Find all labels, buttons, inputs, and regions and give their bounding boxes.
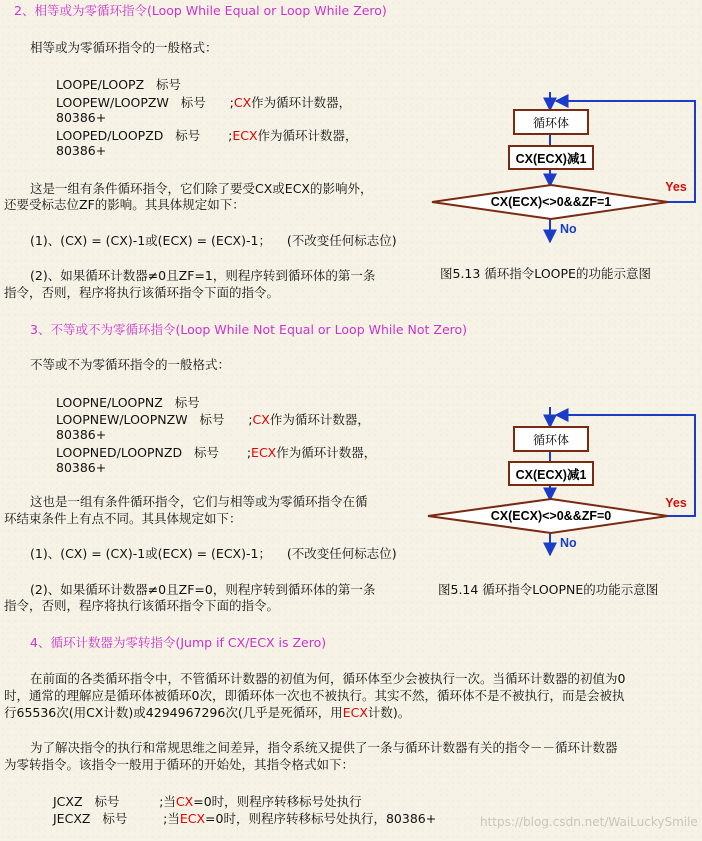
code-line: 80386+ — [56, 143, 107, 158]
section-4-heading: 4、循环计数器为零转指令(Jump if CX/ECX is Zero) — [30, 635, 327, 650]
no-label: No — [560, 536, 577, 550]
section-3-intro: 不等或不为零循环指令的一般格式： — [30, 357, 231, 372]
decrement-label: CX(ECX)减1 — [515, 468, 587, 482]
decrement-label: CX(ECX)减1 — [515, 152, 587, 166]
loop-body-label: 循环体 — [532, 116, 570, 130]
code-line: LOOPED/LOOPZD 标号 ;ECX作为循环计数器， — [56, 128, 358, 143]
code-line: 80386+ — [56, 110, 107, 125]
section-2-desc-line2: 还要受标志位ZF的影响。其具体规定如下： — [4, 197, 245, 212]
condition-label: CX(ECX)<>0&&ZF=1 — [490, 195, 612, 209]
code-line: LOOPNEW/LOOPNZW 标号 ;CX作为循环计数器， — [56, 412, 370, 427]
loopne-flow-diagram — [420, 405, 702, 565]
yes-label: Yes — [665, 496, 687, 510]
section-2-rule1: (1)、(CX) = (CX)-1或(ECX) = (ECX)-1； (不改变任何标志位) — [30, 233, 397, 248]
section-4-para1-line2: 时，通常的理解应是循环体被循环0次，即循环体一次也不被执行。其实不然，循环体不是不被执行，而是会被执 — [4, 688, 625, 703]
section-3-desc-line1: 这也是一组有条件循环指令，它们与相等或为零循环指令在循 — [30, 494, 368, 509]
loope-flow-diagram — [420, 90, 702, 250]
code-line: 80386+ — [56, 427, 107, 442]
section-2-intro: 相等或为零循环指令的一般格式： — [30, 40, 218, 55]
code-line: LOOPEW/LOOPZW 标号 ;CX作为循环计数器， — [56, 95, 352, 110]
section-3-rule2-line2: 指令，否则，程序将执行该循环指令下面的指令。 — [4, 598, 280, 613]
code-line: 80386+ — [56, 460, 107, 475]
figure-5-13-caption: 图5.13 循环指令LOOPE的功能示意图 — [440, 266, 651, 281]
code-line: LOOPNE/LOOPNZ 标号 — [56, 395, 200, 410]
loop-body-label: 循环体 — [532, 433, 570, 447]
section-2-desc-line1: 这是一组有条件循环指令，它们除了要受CX或ECX的影响外， — [30, 181, 373, 196]
section-4-para1-line1: 在前面的各类循环指令中，不管循环计数器的初值为何，循环体至少会被执行一次。当循环计数器的初值为0 — [30, 671, 626, 686]
section-3-rule2-line1: (2)、如果循环计数器≠0且ZF=0，则程序转到循环体的第一条 — [30, 582, 376, 597]
code-line: LOOPE/LOOPZ 标号 — [56, 77, 182, 92]
jecxz-code-line: JECXZ 标号 ;当ECX=0时，则程序转移标号处执行，80386+ — [53, 811, 437, 826]
code-line: LOOPNED/LOOPNZD 标号 ;ECX作为循环计数器， — [56, 445, 377, 460]
section-4-para1-line3: 行65536次(用CX计数)或4294967296次(几乎是死循环，用ECX计数)。 — [4, 705, 411, 720]
section-2-rule2-line1: (2)、如果循环计数器≠0且ZF=1，则程序转到循环体的第一条 — [30, 268, 376, 283]
no-label: No — [560, 222, 577, 236]
yes-label: Yes — [665, 180, 687, 194]
section-3-rule1: (1)、(CX) = (CX)-1或(ECX) = (ECX)-1； (不改变任何标志位) — [30, 546, 397, 561]
figure-5-14-caption: 图5.14 循环指令LOOPNE的功能示意图 — [438, 582, 659, 597]
section-4-para2-line2: 为零转指令。该指令一般用于循环的开始处，其指令格式如下： — [4, 757, 355, 772]
jcxz-code-line: JCXZ 标号 ;当CX=0时，则程序转移标号处执行 — [53, 794, 362, 809]
section-2-heading: 2、相等或为零循环指令(Loop While Equal or Loop While Zero) — [14, 3, 387, 18]
watermark: https://blog.csdn.net/WaiLuckySmile — [480, 815, 698, 829]
condition-label: CX(ECX)<>0&&ZF=0 — [490, 509, 612, 523]
section-3-desc-line2: 环结束条件上有点不同。其具体规定如下： — [4, 511, 242, 526]
section-4-para2-line1: 为了解决指令的执行和常规思维之间差异，指令系统又提供了一条与循环计数器有关的指令－－循环计数器 — [30, 740, 618, 755]
section-2-rule2-line2: 指令，否则，程序将执行该循环指令下面的指令。 — [4, 285, 280, 300]
section-3-heading: 3、不等或不为零循环指令(Loop While Not Equal or Loop While Not Zero) — [30, 322, 468, 337]
